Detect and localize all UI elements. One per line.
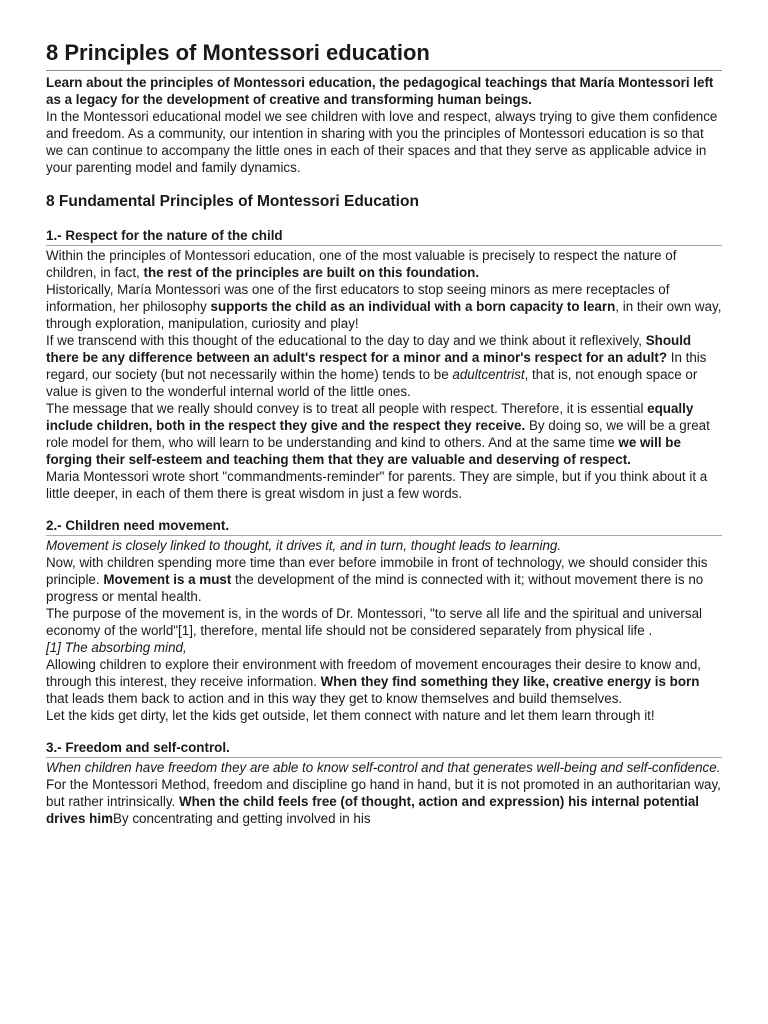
section-2-body (46, 537, 722, 724)
bold-run: we will be forging their self-esteem and teaching them that they are valuable and deserving of respect. (46, 435, 681, 467)
s2-quote: Movement is closely linked to thought, it drives it, and in turn, thought leads to learning. (46, 538, 562, 553)
section-subtitle: 8 Fundamental Principles of Montessori Education (46, 193, 419, 210)
bold-run: When they find something they like, creative energy is born (320, 674, 700, 689)
text-run: In this regard, our society (but not necessarily within the home) tends to be (46, 350, 707, 382)
bold-run: When the child feels free (of thought, action and expression) his internal potential drives him (46, 794, 700, 826)
bold-run: the rest of the principles are built on this foundation. (143, 265, 480, 280)
s3-quote: When children have freedom they are able to know self-control and that generates well-being and self-confidence. (46, 760, 721, 775)
text-run: The message that we really should convey is to treat all people with respect. Therefore, it is essential (46, 401, 648, 416)
bold-run: supports the child as an individual with a born capacity to learn (210, 299, 616, 314)
section-2-heading: 2.- Children need movement. (46, 517, 722, 536)
section-3-body (46, 759, 722, 827)
s1-paragraph-2 (46, 281, 722, 332)
text-run: that leads them back to action and in this way they get to know themselves and build themselves. (46, 691, 623, 706)
text-run: Allowing children to explore their environment with freedom of movement encourages their desire to know and, through this interest, they receive information. (46, 657, 701, 689)
text-run: By concentrating and getting involved in his (112, 811, 371, 826)
text-run: the development of the mind is connected with it; without movement there is no progress or mental health. (46, 572, 704, 604)
s1-paragraph-4 (46, 400, 722, 468)
italic-run: adultcentrist (452, 367, 525, 382)
s2-footnote: [1] The absorbing mind, (46, 640, 187, 655)
text-run: By doing so, we will be a great role model for them, who will learn to be understanding and kind to others. And at the same time (46, 418, 710, 450)
section-3-heading: 3.- Freedom and self-control. (46, 739, 722, 758)
s2-paragraph-4: Let the kids get dirty, let the kids get outside, let them connect with nature and let them learn through it! (46, 708, 655, 723)
section-1-body (46, 247, 722, 502)
bold-run: equally include children, both in the respect they give and the respect they receive. (46, 401, 694, 433)
text-run: If we transcend with this thought of the educational to the day to day and we think about it reflexively, (46, 333, 646, 348)
lead-paragraph: Learn about the principles of Montessori education, the pedagogical teachings that María Montessori left as a legacy for the development of creative and transforming human beings. (46, 75, 714, 107)
text-run: , that is, not enough space or value is given to the wonderful internal world of the little ones. (46, 367, 698, 399)
s1-paragraph-5: Maria Montessori wrote short "commandments-reminder" for parents. They are simple, but if you think about it a little deeper, in each of them there is great wisdom in just a few words. (46, 469, 708, 501)
s3-paragraph-1 (46, 776, 722, 827)
text-run: Within the principles of Montessori education, one of the most valuable is precisely to respect the nature of children, in fact, (46, 248, 677, 280)
page-title: 8 Principles of Montessori education (46, 38, 722, 71)
text-run: Historically, María Montessori was one of the first educators to stop seeing minors as mere receptacles of information, her philosophy (46, 282, 670, 314)
s2-paragraph-1 (46, 554, 722, 605)
bold-run: Movement is a must (103, 572, 232, 587)
s2-paragraph-3 (46, 656, 722, 707)
bold-run: Should there be any difference between an adult's respect for a minor and a minor's respect for an adult? (46, 333, 692, 365)
intro-paragraph: In the Montessori educational model we see children with love and respect, always trying to give them confidence and freedom. As a community, our intention in sharing with you the principles of Montessori education is so that we can continue to accompany the little ones in each of their spaces and that they serve as applicable advice in your parenting model and family dynamics. (46, 109, 718, 175)
section-1-heading: 1.- Respect for the nature of the child (46, 227, 722, 246)
text-run: , in their own way, through exploration, manipulation, curiosity and play! (46, 299, 722, 331)
text-run: For the Montessori Method, freedom and discipline go hand in hand, but it is not promoted in an authoritarian way, but rather intrinsically. (46, 777, 721, 809)
document-page (46, 38, 722, 827)
text-run: Now, with children spending more time than ever before immobile in front of technology, we should consider this principle. (46, 555, 708, 587)
s1-paragraph-3 (46, 332, 722, 400)
s2-paragraph-2: The purpose of the movement is, in the words of Dr. Montessori, "to serve all life and the spiritual and universal economy of the world"[1], therefore, mental life should not be considered separately from physical life . (46, 606, 703, 638)
s1-paragraph-1 (46, 247, 722, 281)
